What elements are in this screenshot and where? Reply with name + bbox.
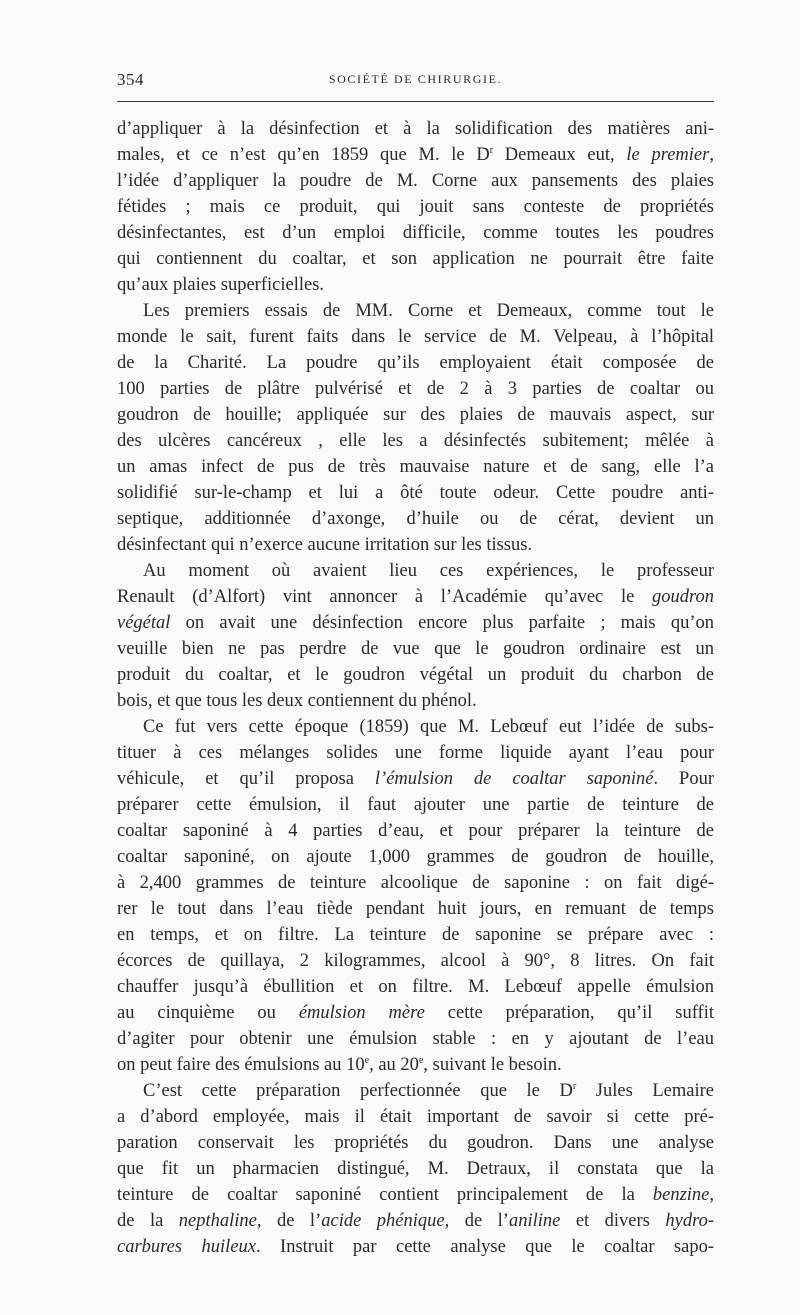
text-segment: que fit un pharmacien distingué, M. Detraux, il constata que la bbox=[117, 1159, 714, 1179]
text-segment: écorces de quillaya, 2 kilogrammes, alcool à 90°, 8 litres. On fait bbox=[117, 951, 714, 971]
text-segment: des ulcères cancéreux , elle les a désinfectés subitement; mêlée à bbox=[117, 431, 714, 451]
text-line bbox=[117, 428, 714, 454]
text-segment: de la bbox=[117, 1211, 179, 1231]
text-line bbox=[117, 766, 714, 792]
text-segment: désinfectant qui n’exerce aucune irritation sur les tissus. bbox=[117, 535, 533, 555]
text-segment: de la Charité. La poudre qu’ils employaient était composée de bbox=[117, 353, 714, 373]
text-segment: produit du coaltar, et le goudron végétal un produit du charbon de bbox=[117, 665, 714, 685]
text-line bbox=[117, 584, 714, 610]
text-line bbox=[117, 948, 714, 974]
text-line bbox=[117, 610, 714, 636]
text-segment: Renault (d’Alfort) vint annoncer à l’Académie qu’avec le bbox=[117, 587, 652, 607]
italic-text: hydro- bbox=[665, 1211, 714, 1231]
text-line bbox=[117, 1104, 714, 1130]
text-segment: d’appliquer à la désinfection et à la solidification des matières ani- bbox=[117, 119, 714, 139]
text-line bbox=[117, 168, 714, 194]
text-line bbox=[117, 1156, 714, 1182]
superscript: r bbox=[489, 144, 494, 156]
text-segment: qu’aux plaies superficielles. bbox=[117, 275, 325, 295]
text-segment: Jules Lemaire bbox=[576, 1081, 714, 1101]
text-segment: , suivant le besoin. bbox=[423, 1055, 562, 1075]
superscript: e bbox=[418, 1054, 424, 1066]
text-line bbox=[117, 896, 714, 922]
text-line bbox=[117, 792, 714, 818]
text-line bbox=[117, 1208, 714, 1234]
italic-text: carbures huileux bbox=[117, 1237, 256, 1257]
text-segment: monde le sait, furent faits dans le service de M. Velpeau, à l’hôpital bbox=[117, 327, 714, 347]
text-line bbox=[117, 298, 714, 324]
text-segment: a d’abord employée, mais il était important de savoir si cette pré- bbox=[117, 1107, 714, 1127]
text-line bbox=[117, 350, 714, 376]
text-segment: en temps, et on filtre. La teinture de saponine se prépare avec : bbox=[117, 925, 714, 945]
text-line bbox=[117, 1078, 714, 1104]
text-segment: teinture de coaltar saponiné contient principalement de la bbox=[117, 1185, 653, 1205]
text-segment: , bbox=[709, 145, 714, 165]
italic-text: l’émulsion de coaltar saponiné bbox=[374, 769, 654, 789]
text-segment: chauffer jusqu’à ébullition et on filtre. M. Lebœuf appelle émulsion bbox=[117, 977, 714, 997]
text-segment: véhicule, et qu’il proposa bbox=[117, 769, 375, 789]
text-segment: septique, additionnée d’axonge, d’huile ou de cérat, devient un bbox=[117, 509, 714, 529]
text-segment: Demeaux eut, bbox=[493, 145, 627, 165]
text-line bbox=[117, 740, 714, 766]
text-segment: 100 parties de plâtre pulvérisé et de 2 à 3 parties de coaltar ou bbox=[117, 379, 714, 399]
text-line bbox=[117, 1000, 714, 1026]
text-line bbox=[117, 1182, 714, 1208]
text-segment: , de l’ bbox=[256, 1211, 322, 1231]
text-line bbox=[117, 636, 714, 662]
superscript: r bbox=[572, 1080, 577, 1092]
text-line bbox=[117, 454, 714, 480]
running-title: SOCIÉTÉ DE CHIRURGIE. bbox=[328, 72, 503, 86]
text-segment: Les premiers essais de MM. Corne et Demeaux, comme tout le bbox=[143, 301, 714, 321]
text-segment: on peut faire des émulsions au 10 bbox=[117, 1055, 365, 1075]
italic-text: aniline bbox=[508, 1211, 561, 1231]
text-segment: d’agiter pour obtenir une émulsion stable : en y ajoutant de l’eau bbox=[117, 1029, 714, 1049]
text-line bbox=[117, 480, 714, 506]
italic-text: végétal bbox=[117, 613, 171, 633]
text-line bbox=[117, 246, 714, 272]
text-line bbox=[117, 558, 714, 584]
text-line bbox=[117, 922, 714, 948]
text-segment: , au 20 bbox=[369, 1055, 419, 1075]
text-segment: Ce fut vers cette époque (1859) que M. Lebœuf eut l’idée de subs- bbox=[143, 717, 714, 737]
text-segment: Au moment où avaient lieu ces expériences, le professeur bbox=[143, 561, 714, 581]
body-text bbox=[117, 116, 714, 1260]
text-line bbox=[117, 532, 714, 558]
text-line bbox=[117, 714, 714, 740]
text-segment: veuille bien ne pas perdre de vue que le goudron ordinaire est un bbox=[117, 639, 714, 659]
text-segment: et divers bbox=[560, 1211, 666, 1231]
text-line bbox=[117, 194, 714, 220]
text-segment: fétides ; mais ce produit, qui jouit sans conteste de propriétés bbox=[117, 197, 714, 217]
page-header bbox=[117, 64, 714, 92]
text-segment: l’idée d’appliquer la poudre de M. Corne aux pansements des plaies bbox=[117, 171, 714, 191]
text-segment: on avait une désinfection encore plus parfaite ; mais qu’on bbox=[170, 613, 714, 633]
italic-text: émulsion mère bbox=[298, 1003, 425, 1023]
text-segment: . Pour bbox=[653, 769, 715, 789]
text-segment: à 2,400 grammes de teinture alcoolique de saponine : on fait digé- bbox=[117, 873, 714, 893]
text-line bbox=[117, 220, 714, 246]
text-line bbox=[117, 974, 714, 1000]
text-segment: solidifié sur-le-champ et lui a ôté toute odeur. Cette poudre anti- bbox=[117, 483, 714, 503]
text-line bbox=[117, 142, 714, 168]
text-line bbox=[117, 818, 714, 844]
text-segment: désinfectantes, est d’un emploi difficile, comme toutes les poudres bbox=[117, 223, 714, 243]
text-line bbox=[117, 324, 714, 350]
text-line bbox=[117, 1052, 714, 1078]
text-segment: paration conservait les propriétés du goudron. Dans une analyse bbox=[117, 1133, 714, 1153]
text-line bbox=[117, 844, 714, 870]
text-line bbox=[117, 376, 714, 402]
text-segment: coaltar saponiné à 4 parties d’eau, et pour préparer la teinture de bbox=[117, 821, 714, 841]
text-segment: cette préparation, qu’il suffit bbox=[424, 1003, 714, 1023]
text-line bbox=[117, 870, 714, 896]
text-segment: rer le tout dans l’eau tiède pendant huit jours, en remuant de temps bbox=[117, 899, 714, 919]
text-line bbox=[117, 1234, 714, 1260]
text-segment: goudron de houille; appliquée sur des plaies de mauvais aspect, sur bbox=[117, 405, 714, 425]
text-segment: au cinquième ou bbox=[117, 1003, 299, 1023]
header-rule bbox=[117, 101, 714, 102]
text-segment: . Instruit par cette analyse que le coaltar sapo- bbox=[255, 1237, 715, 1257]
text-line bbox=[117, 1026, 714, 1052]
italic-text: nepthaline bbox=[178, 1211, 257, 1231]
text-segment: bois, et que tous les deux contiennent du phénol. bbox=[117, 691, 477, 711]
text-segment: tituer à ces mélanges solides une forme liquide ayant l’eau pour bbox=[117, 743, 714, 763]
text-line bbox=[117, 662, 714, 688]
text-line bbox=[117, 272, 714, 298]
text-segment: , de l’ bbox=[444, 1211, 509, 1231]
italic-text: goudron bbox=[651, 587, 714, 607]
italic-text: le premier bbox=[626, 145, 710, 165]
text-line bbox=[117, 1130, 714, 1156]
text-line bbox=[117, 116, 714, 142]
text-segment: C’est cette préparation perfectionnée que le D bbox=[143, 1081, 573, 1101]
text-line bbox=[117, 688, 714, 714]
italic-text: acide phénique bbox=[321, 1211, 445, 1231]
page-number: 354 bbox=[117, 70, 144, 89]
text-line bbox=[117, 402, 714, 428]
text-segment: préparer cette émulsion, il faut ajouter une partie de teinture de bbox=[117, 795, 714, 815]
text-line bbox=[117, 506, 714, 532]
text-segment: un amas infect de pus de très mauvaise nature et de sang, elle l’a bbox=[117, 457, 714, 477]
text-segment: males, et ce n’est qu’en 1859 que M. le D bbox=[117, 145, 490, 165]
text-segment: , bbox=[709, 1185, 714, 1205]
text-segment: coaltar saponiné, on ajoute 1,000 grammes de goudron de houille, bbox=[117, 847, 714, 867]
superscript: e bbox=[364, 1054, 370, 1066]
italic-text: benzine bbox=[652, 1185, 710, 1205]
text-segment: qui contiennent du coaltar, et son application ne pourrait être faite bbox=[117, 249, 714, 269]
